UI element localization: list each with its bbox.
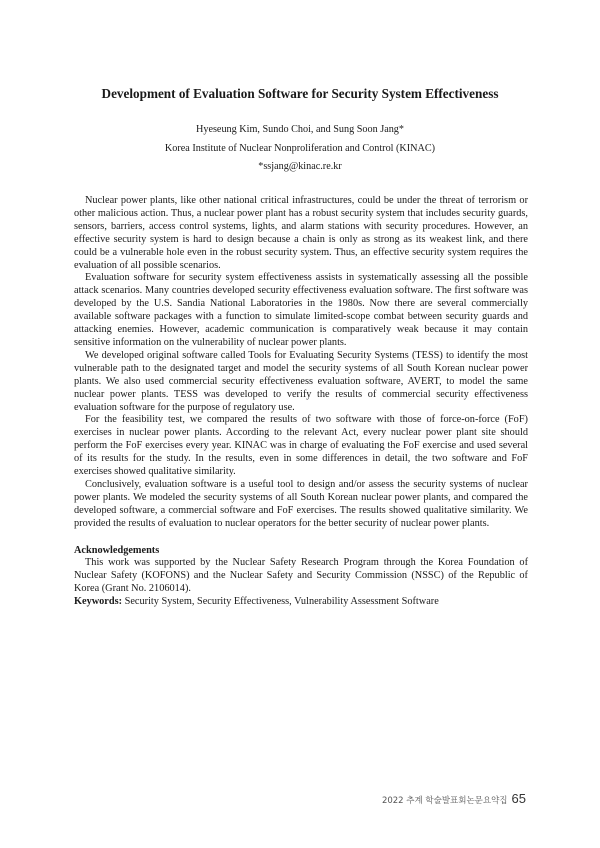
page-footer [382, 791, 526, 806]
footer-proceedings-title: 2022 추계 학술발표회논문요약집 [381, 796, 508, 806]
keywords-line [74, 596, 528, 609]
paragraph-2: Evaluation software for security system effectiveness assists in systematically assessing all the possible attack scenarios. Many countries developed security effectiveness evaluation software. The first software was developed by the U.S. Sandia National Laboratories in the 1980s. Now there are several commercially available software packages with a function to simulate limited-scope combat between security guards and attacking enemies. However, academic communication is comparatively weak because it may contain sensitive information on the vulnerability of nuclear power plants. [74, 272, 528, 348]
paragraph-1: Nuclear power plants, like other national critical infrastructures, could be under the threat of terrorism or other malicious action. Thus, a nuclear power plant has a robust security system that includes security guards, sensors, barriers, access control systems, lights, and alarm stations with security procedures. However, an effective security system is hard to design because a chain is only as strong as its weakest link, and there could be a vulnerable hole even in the robust security system. Thus, an effective security system requires the evaluation of all possible scenarios. [74, 195, 528, 271]
keywords-label: Keywords: [74, 596, 123, 608]
paragraph-3: We developed original software called Tools for Evaluating Security Systems (TESS) to identify the most vulnerable path to the designated target and model the security systems of all South Korean nuclear power plants. We also used commercial security effectiveness evaluation software, AVERT, to model the same nuclear power plants. TESS was developed to verify the results of commercial security effectiveness evaluation software for the purpose of regulatory use. [74, 349, 528, 413]
paper-title: Development of Evaluation Software for Security System Effectiveness [101, 86, 499, 101]
abstract-body [74, 195, 528, 609]
keywords-text: Security System, Security Effectiveness, Vulnerability Assessment Software [124, 596, 439, 608]
acknowledgements-heading: Acknowledgements [74, 544, 160, 556]
authors: Hyeseung Kim, Sundo Choi, and Sung Soon Jang* [196, 124, 404, 135]
paragraph-5: Conclusively, evaluation software is a useful tool to design and/or assess the security systems of nuclear power plants. We modeled the security systems of all South Korean nuclear power plants, and compared the developed software, a commercial software and FoF exercises. The results showed qualitative similarity. We provided the results of evaluation to nuclear operators for the better security of nuclear power plants. [74, 478, 528, 529]
corresponding-email: *ssjang@kinac.re.kr [258, 161, 342, 172]
paragraph-4: For the feasibility test, we compared the results of two software with those of force-on-force (FoF) exercises in nuclear power plants. According to the relevant Act, every nuclear power plant site should perform the FoF exercises every year. KINAC was in charge of evaluating the FoF exercise and used several of its results for the study. In the results, even in some differences in detail, the two software and FoF exercises showed qualitative similarity. [74, 414, 528, 478]
acknowledgements-text: This work was supported by the Nuclear Safety Research Program through the Korea Foundation of Nuclear Safety (KOFONS) and the Nuclear Safety and Security Commission (NSSC) of the Republic of Korea (Grant No. 2106014). [74, 557, 528, 595]
affiliation: Korea Institute of Nuclear Nonproliferation and Control (KINAC) [164, 143, 436, 154]
page-number: 65 [511, 791, 526, 806]
